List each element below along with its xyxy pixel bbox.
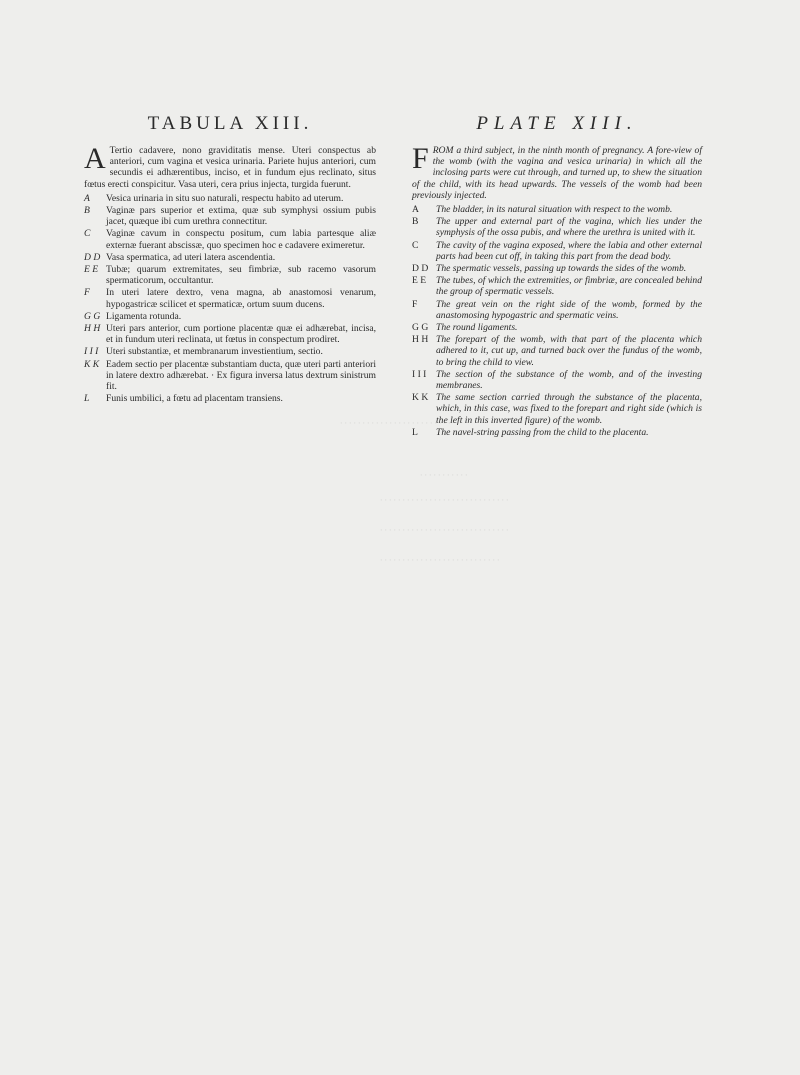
show-through-text: · · · · · · · · · · · · · · · · · · · · · · · · · · · · · — [380, 495, 509, 505]
english-legend-key: L — [412, 426, 418, 438]
latin-legend-key: G G — [84, 310, 101, 322]
latin-legend-text: In uteri latere dextro, vena magna, ab anastomosi venarum, hypogastricæ scilicet et spermaticæ, ortum suum ducens. — [106, 287, 376, 310]
latin-legend-key: E E — [84, 264, 99, 276]
latin-legend-text: Vasa spermatica, ad uteri latera ascendentia. — [106, 251, 276, 263]
latin-legend-entry — [84, 252, 376, 263]
latin-legend-text: Vaginæ pars superior et extima, quæ sub symphysi ossium pubis jacet, quæque ibi cum urethra connectitur. — [106, 205, 376, 228]
latin-title: TABULA XIII. — [147, 113, 313, 134]
latin-legend-text: Vaginæ cavum in conspectu positum, cum labia partesque aliæ externæ fuerant abscissæ, quo specimen hoc e cadavere eximeretur. — [106, 228, 376, 251]
latin-legend-key: F — [84, 287, 90, 299]
english-legend-key: D D — [412, 263, 429, 275]
english-legend-entry — [412, 334, 702, 368]
english-intro — [412, 142, 702, 201]
latin-legend-key: I I I — [84, 346, 99, 358]
english-legend-entry — [412, 299, 702, 321]
english-legend-text: The tubes, of which the extremities, or fimbriæ, are concealed behind the group of spermatic vessels. — [436, 275, 702, 298]
english-legend-key: I I I — [412, 368, 427, 380]
english-legend-key: K K — [412, 392, 429, 404]
latin-legend-entry — [84, 205, 376, 227]
latin-legend-text: Funis umbilici, a fœtu ad placentam transiens. — [106, 393, 283, 405]
english-legend-text: The cavity of the vagina exposed, where the labia and other external parts had been cut off, in taking this part from the dead body. — [436, 239, 702, 262]
english-legend-text: The navel-string passing from the child to the placenta. — [436, 426, 649, 438]
latin-legend-text: Uteri substantiæ, et membranarum investientium, sectio. — [106, 346, 323, 358]
english-legend-key: B — [412, 216, 419, 228]
english-legend-text: The section of the substance of the womb, and of the investing membranes. — [436, 368, 702, 392]
english-legend-text: The great vein on the right side of the womb, formed by the anastomosing hypogastric and spermatic veins. — [436, 298, 702, 321]
english-legend-text: The bladder, in its natural situation with respect to the womb. — [436, 204, 673, 216]
latin-legend-entry — [84, 287, 376, 309]
english-legend-text: The forepart of the womb, with that part of the placenta which adhered to it, cut up, and turned back over the fundus of the womb, to bring the child to view. — [436, 334, 702, 368]
english-legend-key: C — [412, 239, 419, 251]
show-through-text: · · · · · · · · · · · — [420, 470, 468, 480]
english-legend-entry — [412, 392, 702, 426]
latin-legend-entry — [84, 193, 376, 204]
latin-legend-text: Ligamenta rotunda. — [106, 310, 182, 322]
show-through-text: · · · · · · · · · · · · · · · · · · · · · · · · · — [340, 418, 451, 428]
english-legend-key: H H — [412, 334, 429, 346]
english-legend-entry — [412, 204, 702, 215]
english-dropcap: F — [412, 142, 429, 175]
latin-legend-key: A — [84, 192, 90, 204]
latin-legend-entry — [84, 228, 376, 250]
latin-legend-key: C — [84, 228, 91, 240]
latin-legend-key: B — [84, 205, 90, 217]
latin-legend-entry — [84, 311, 376, 322]
english-legend-entry — [412, 427, 702, 438]
latin-legend-text: Eadem sectio per placentæ substantiam ducta, quæ uteri parti anteriori in latere dextro adhærebat. · Ex figura inversa latus dextrum sinistrum fit. — [106, 358, 376, 393]
english-legend-entry — [412, 322, 702, 333]
latin-column — [84, 113, 376, 405]
english-legend-text: The spermatic vessels, passing up towards the sides of the womb. — [436, 263, 687, 275]
latin-dropcap: A — [84, 142, 106, 175]
english-legend-entry — [412, 275, 702, 297]
latin-legend-text: Uteri pars anterior, cum portione placentæ quæ ei adhærebat, incisa, et in fundum uteri reclinata, ut fœtus in conspectum prodiret. — [106, 323, 376, 346]
latin-legend-entry — [84, 359, 376, 393]
english-legend-entry — [412, 216, 702, 238]
show-through-text: · · · · · · · · · · · · · · · · · · · · · · · · · · · · · — [380, 525, 509, 535]
latin-legend-key: H H — [84, 323, 101, 335]
english-legend — [412, 204, 702, 438]
english-legend-entry — [412, 240, 702, 262]
english-legend-text: The same section carried through the substance of the placenta, which, in this case, was fixed to the forepart and right side (which is the left in this inverted figure) of the womb. — [436, 392, 702, 426]
latin-legend-key: K K — [84, 358, 100, 370]
latin-legend-entry — [84, 323, 376, 345]
english-legend-key: F — [412, 298, 418, 310]
show-through-text: · · · · · · · · · · · · · · · · · · · · · · · · · · · — [380, 555, 500, 565]
english-intro-text: ROM a third subject, in the ninth month of pregnancy. A fore-view of the womb (with the vagina and vesica urinaria) in which all the inclosing parts were cut through, and turned up, to shew the situation of the child, with its head upwards. The vessels of the womb had been previously injected. — [412, 145, 702, 201]
english-legend-entry — [412, 369, 702, 391]
latin-legend — [84, 193, 376, 405]
latin-legend-text: Vesica urinaria in situ suo naturali, respectu habito ad uterum. — [106, 192, 344, 204]
english-legend-key: E E — [412, 275, 427, 287]
latin-intro — [84, 142, 376, 190]
english-legend-key: A — [412, 204, 419, 216]
english-legend-text: The round ligaments. — [436, 322, 518, 334]
latin-legend-text: Tubæ; quarum extremitates, seu fimbriæ, sub racemo vasorum spermaticorum, occultantur. — [106, 264, 376, 287]
latin-legend-entry — [84, 346, 376, 357]
latin-legend-entry — [84, 393, 376, 404]
english-legend-key: G G — [412, 322, 429, 334]
english-legend-text: The upper and external part of the vagina, which lies under the symphysis of the ossa pubis, and where the urethra is united with it. — [436, 216, 702, 239]
english-column — [412, 113, 702, 439]
latin-legend-key: D D — [84, 251, 101, 263]
english-legend-entry — [412, 263, 702, 274]
latin-legend-key: L — [84, 393, 90, 405]
latin-intro-text: Tertio cadavere, nono graviditatis mense. Uteri conspectus ab anteriori, cum vagina et vesica urinaria. Pariete hujus anteriori, cum secundis ei adhærentibus, inciso, et in fundum ejus reclinato, situs fœtus erecti conspicitur. Vasa uteri, cera prius injecta, turgida fuerunt. — [84, 145, 376, 190]
english-title: PLATE XIII. — [476, 113, 638, 134]
latin-legend-entry — [84, 264, 376, 286]
